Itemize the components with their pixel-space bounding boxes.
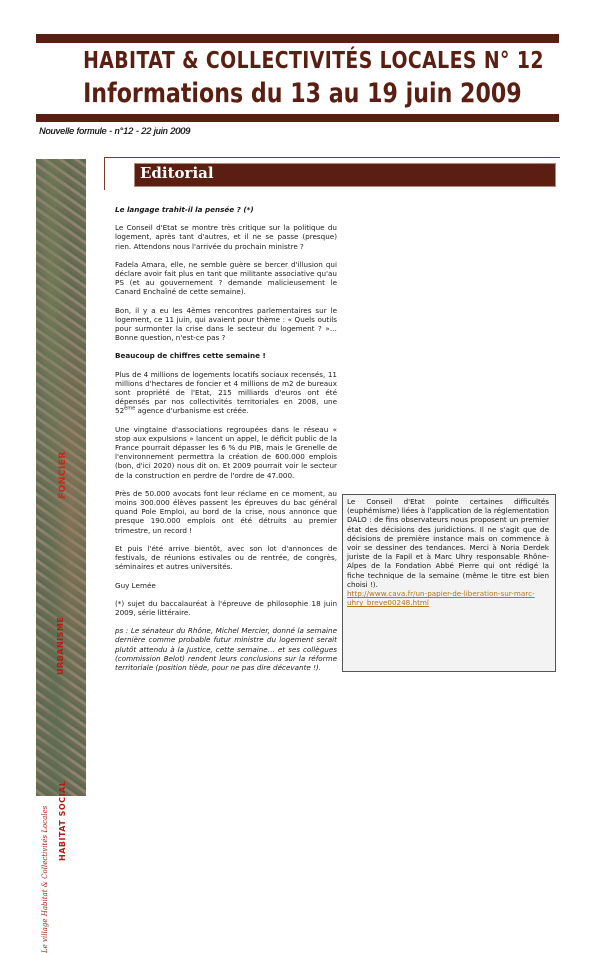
editorial-article — [115, 205, 337, 681]
side-word-foncier: FONCIER — [58, 451, 68, 499]
article-postscript: ps : Le sénateur du Rhône, Michel Mercier, donné la semaine dernière comme probable futur ministre du logement serait plutôt attendu à la Justice, cette semaine… et ses collègues (commission Belot) rendent leurs conclusions sur la réforme territoriale (position tiède, pour ne pas dire décevante !). — [115, 626, 337, 672]
header-top-rule — [36, 34, 559, 43]
newsletter-title: HABITAT & COLLECTIVITÉS LOCALES N° 12 — [83, 48, 544, 74]
article-text: Plus de 4 millions de logements locatifs sociaux recensés, 11 millions d'hectares de foncier et 4 millions de m2 de bureaux sont propriété de l'Etat, 215 milliards d'euros ont été dépensés par nos collectivités territoriales en 2008, une 52 — [115, 369, 337, 416]
article-paragraph: Bon, il y a eu les 4èmes rencontres parlementaires sur le logement, ce 11 juin, qui avaient pour thème : « Quels outils pour surmonter la crise dans le secteur du logement ? »… Bonne question, n'est-ce pas ? — [115, 305, 337, 343]
sidebar-box-content — [347, 497, 549, 607]
issue-subtitle: Nouvelle formule - n°12 - 22 juin 2009 — [39, 126, 191, 136]
aerial-photo-banner — [36, 159, 86, 953]
article-kicker: Le langage trahit-il la pensée ? (*) — [115, 205, 254, 214]
header-bottom-rule — [36, 114, 559, 122]
sidebar-box-text: Le Conseil d'Etat pointe certaines difficultés (euphémisme) liées à l'application de la réglementation DALO : de fins observateurs nous proposent un premier état des décisions des juridictions. Il ne s'agit que de décisions de première instance mais on commence à voir se dessiner des tendances. Merci à Noria Derdek juriste de la Fapil et à Marc Uhry responsable Rhône-Alpes de la Fondation Abbé Pierre qui ont rédigé la fiche technique de la semaine (même le titre est bien choisi !). — [347, 497, 549, 589]
side-word-urbanisme: URBANISME — [56, 616, 65, 675]
article-paragraph: Une vingtaine d'associations regroupées dans le réseau « stop aux expulsions » lancent un appel, le déficit public de la France pourrait dépasser les 6 % du PIB, mais le Grenelle de l'environnement permettra la création de 600.000 emplois (bon, d'ici 2020) nous dit on. Et 2009 pourrait voir le secteur de la construction en perdre de l'ordre de 47.000. — [115, 424, 337, 480]
article-paragraph: Près de 50.000 avocats font leur réclame en ce moment, au moins 300.000 élèves passent les épreuves du bac général quand Pole Emploi, au bord de la crise, nous annonce que presque 190.000 emplois ont été détruits au premier trimestre, un record ! — [115, 488, 337, 535]
article-signature: Guy Lemée — [115, 580, 156, 590]
ordinal-suffix: ème — [124, 406, 136, 413]
article-paragraph — [115, 370, 337, 416]
side-tagline: Le village Habitat & Collectivités Locales — [41, 805, 49, 953]
article-paragraph: Et puis l'été arrive bientôt, avec son lot d'annonces de festivals, de réunions estivales ou de rentrée, de congrès, séminaires et autres universités. — [115, 543, 337, 572]
sidebar-box-link[interactable]: http://www.cava.fr/un-papier-de-liberation-sur-marc-uhry_breve00248.html — [347, 589, 535, 608]
article-footnote: (*) sujet du baccalauréat à l'épreuve de philosophie 18 juin 2009, série littéraire. — [115, 598, 337, 617]
article-text: agence d'urbanisme est créée. — [135, 406, 249, 416]
article-paragraph: Fadela Amara, elle, ne semble guère se bercer d'illusion qui déclare avoir fait plus en tant que militante associative qu'au PS (et au gouvernement ? demande malicieusement le Canard Enchaîné de cette semaine). — [115, 259, 337, 297]
newsletter-date-range: Informations du 13 au 19 juin 2009 — [83, 78, 522, 109]
side-word-habitat-social: HABITAT SOCIAL — [58, 780, 67, 861]
article-subheading: Beaucoup de chiffres cette semaine ! — [115, 351, 266, 361]
article-paragraph: Le Conseil d'Etat se montre très critique sur la politique du logement, après tant d'autres, et il ne se passe (presque) rien. Attendons nous l'arrivée du prochain ministre ? — [115, 223, 337, 251]
section-title: Editorial — [140, 164, 214, 182]
